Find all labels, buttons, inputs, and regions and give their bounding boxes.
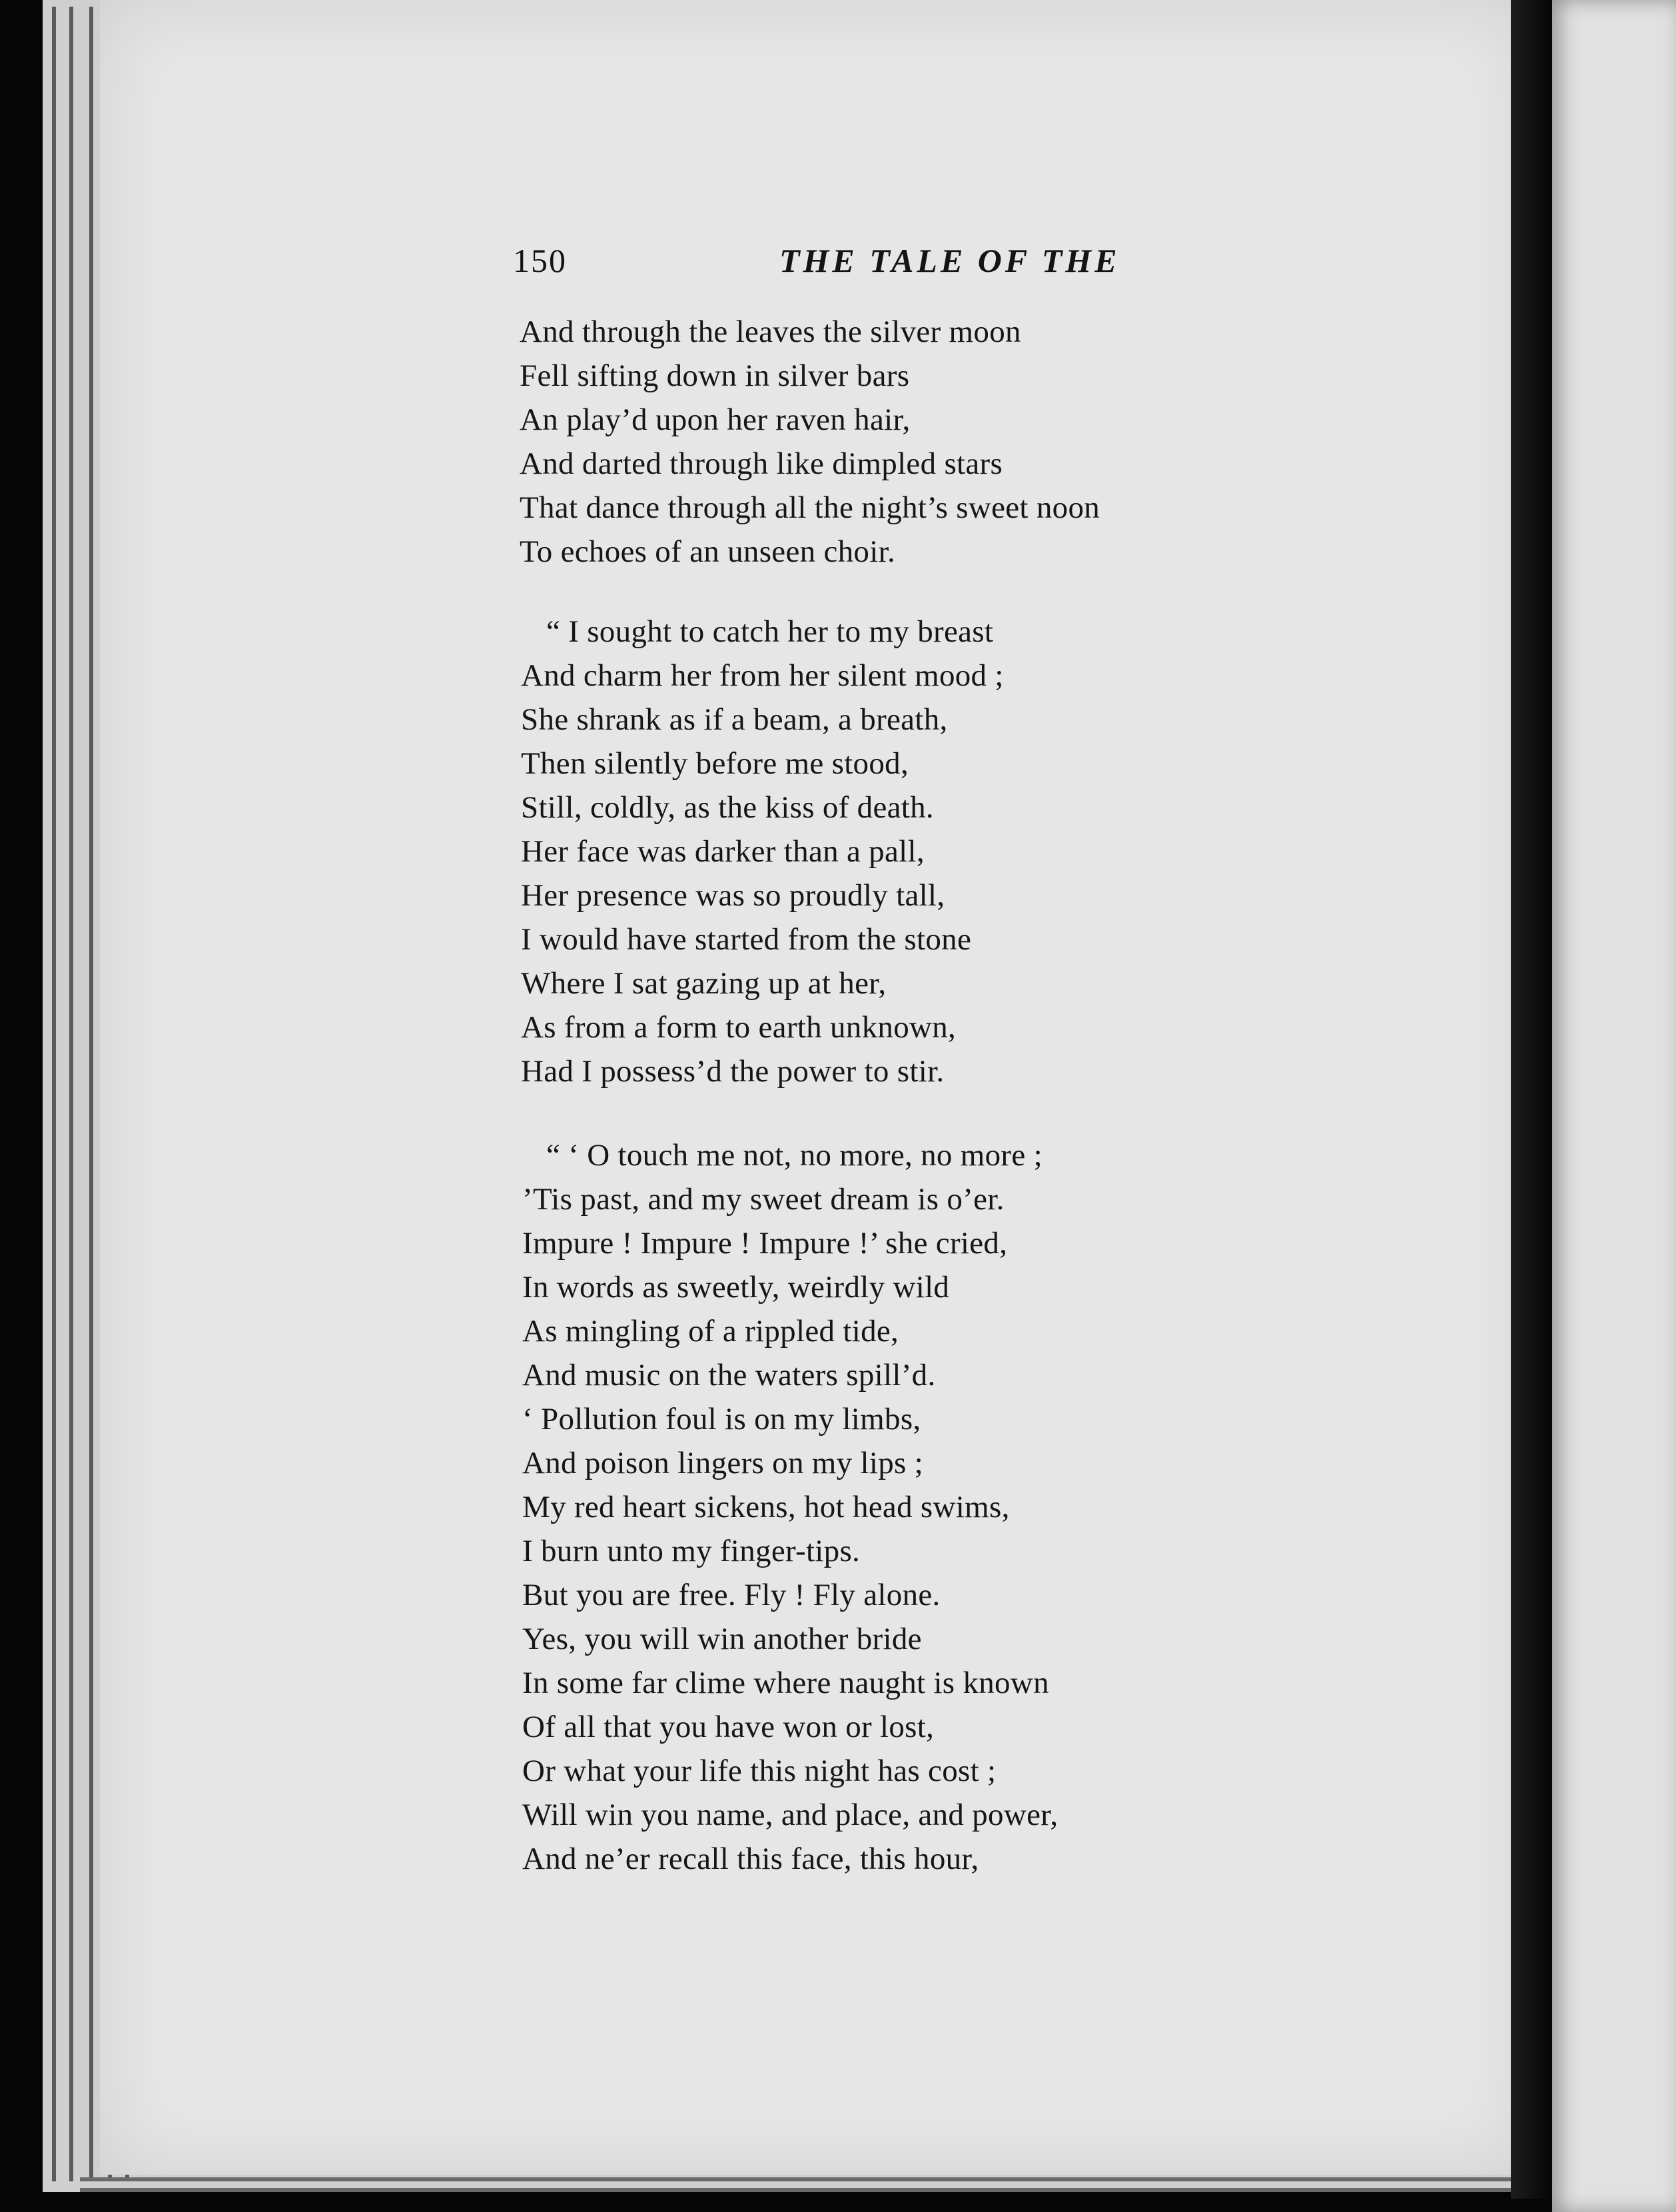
poem-line: “ ‘ O touch me not, no more, no more ; [546,1138,1043,1173]
poem-line: Her face was darker than a pall, [521,834,925,869]
page-bottom-edge [80,2188,1539,2192]
poem-line: Of all that you have won or lost, [522,1710,935,1744]
poem-line: And ne’er recall this face, this hour, [522,1842,979,1876]
facing-page-edge [1552,0,1676,2212]
poem-line: Yes, you will win another bride [522,1622,922,1656]
poem-line: And darted through like dimpled stars [520,446,1003,481]
poem-line: I burn unto my finger-tips. [522,1534,861,1568]
poem-line: And through the leaves the silver moon [520,314,1021,349]
poem-line: Where I sat gazing up at her, [521,966,887,1001]
poem-line: “ I sought to catch her to my breast [546,614,994,649]
poem-line: Will win you name, and place, and power, [522,1798,1058,1832]
poem-line: Still, coldly, as the kiss of death. [521,790,934,825]
poem-line: ’Tis past, and my sweet dream is o’er. [522,1182,1005,1217]
poem-line: Her presence was so proudly tall, [521,878,945,913]
poem-line: But you are free. Fly ! Fly alone. [522,1578,941,1612]
poem-line: And music on the waters spill’d. [522,1358,936,1392]
book-gutter-shadow [1511,0,1552,2199]
poem-line: Impure ! Impure ! Impure !’ she cried, [522,1226,1008,1261]
running-head: THE TALE OF THE [779,242,1120,279]
page-number: 150 [513,242,567,279]
page-edge [52,7,56,2181]
poem-line: As mingling of a rippled tide, [522,1314,899,1349]
poem-line: An play’d upon her raven hair, [520,402,911,437]
poem-line: To echoes of an unseen choir. [520,534,896,569]
poem-line: In some far clime where naught is known [522,1666,1049,1700]
poem-line: Fell sifting down in silver bars [520,358,910,393]
poem-line: Or what your life this night has cost ; [522,1754,997,1788]
poem-line: Then silently before me stood, [521,746,909,781]
page-edge [89,7,93,2181]
page-bottom-edge [80,2177,1539,2181]
poem-line: Had I possess’d the power to stir. [521,1054,945,1089]
page-edge [69,7,73,2181]
poem-line: My red heart sickens, hot head swims, [522,1490,1010,1524]
poem-line: I would have started from the stone [521,922,972,957]
poem-line: ‘ Pollution foul is on my limbs, [522,1402,921,1436]
poem-line: And charm her from her silent mood ; [521,658,1004,693]
book-page [100,0,1532,2175]
poem-line: In words as sweetly, weirdly wild [522,1270,950,1305]
poem-line: As from a form to earth unknown, [521,1010,957,1045]
poem-line: And poison lingers on my lips ; [522,1446,924,1480]
poem-line: That dance through all the night’s sweet noon [520,490,1100,525]
poem-line: She shrank as if a beam, a breath, [521,702,948,737]
